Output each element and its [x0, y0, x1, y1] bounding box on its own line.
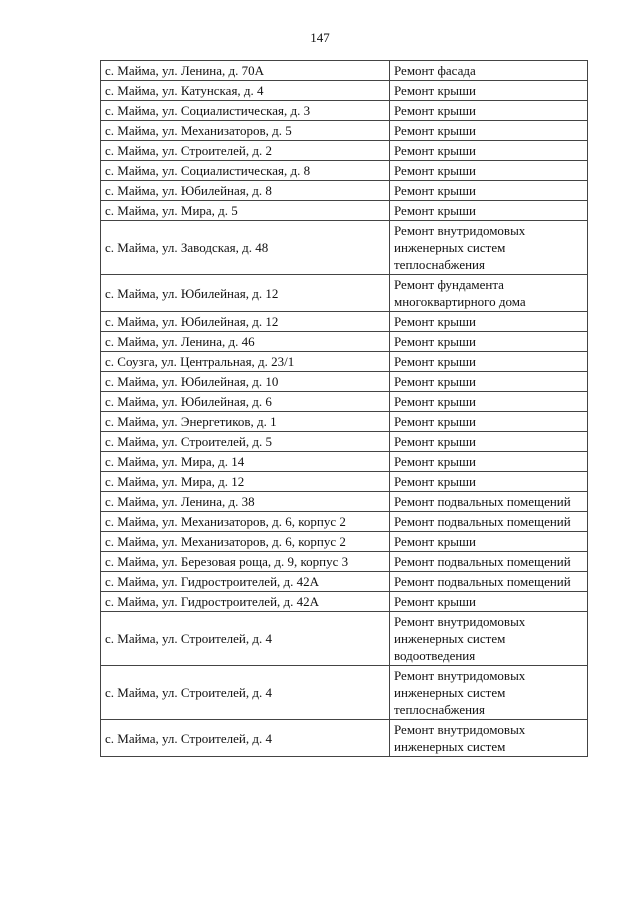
table-row [101, 412, 588, 432]
work-type-cell: Ремонт подвальных помещений [390, 492, 588, 512]
work-type-cell: Ремонт крыши [390, 392, 588, 412]
table-row [101, 572, 588, 592]
work-type-cell: Ремонт подвальных помещений [390, 512, 588, 532]
address-cell: с. Майма, ул. Юбилейная, д. 12 [101, 312, 390, 332]
work-type-cell: Ремонт внутридомовых инженерных систем [390, 720, 588, 757]
address-cell: с. Майма, ул. Мира, д. 5 [101, 201, 390, 221]
table-row [101, 221, 588, 275]
work-type-cell: Ремонт крыши [390, 592, 588, 612]
table-row [101, 121, 588, 141]
address-cell: с. Майма, ул. Ленина, д. 46 [101, 332, 390, 352]
table-row [101, 61, 588, 81]
table-row [101, 101, 588, 121]
table-row [101, 201, 588, 221]
table-row [101, 181, 588, 201]
table-row [101, 552, 588, 572]
table-row [101, 720, 588, 757]
address-cell: с. Майма, ул. Юбилейная, д. 8 [101, 181, 390, 201]
work-type-cell: Ремонт подвальных помещений [390, 552, 588, 572]
address-cell: с. Майма, ул. Строителей, д. 2 [101, 141, 390, 161]
address-cell: с. Майма, ул. Ленина, д. 70А [101, 61, 390, 81]
address-cell: с. Майма, ул. Механизаторов, д. 5 [101, 121, 390, 141]
work-type-cell: Ремонт подвальных помещений [390, 572, 588, 592]
work-type-cell: Ремонт крыши [390, 452, 588, 472]
work-type-cell: Ремонт крыши [390, 472, 588, 492]
address-cell: с. Майма, ул. Механизаторов, д. 6, корпус 2 [101, 512, 390, 532]
work-type-cell: Ремонт крыши [390, 532, 588, 552]
table-row [101, 275, 588, 312]
address-cell: с. Майма, ул. Катунская, д. 4 [101, 81, 390, 101]
work-type-cell: Ремонт крыши [390, 372, 588, 392]
address-cell: с. Майма, ул. Мира, д. 12 [101, 472, 390, 492]
work-type-cell: Ремонт крыши [390, 201, 588, 221]
work-type-cell: Ремонт крыши [390, 161, 588, 181]
address-cell: с. Майма, ул. Механизаторов, д. 6, корпус 2 [101, 532, 390, 552]
works-table [100, 60, 588, 757]
table-row [101, 312, 588, 332]
work-type-cell: Ремонт внутридомовых инженерных систем теплоснабжения [390, 221, 588, 275]
address-cell: с. Майма, ул. Заводская, д. 48 [101, 221, 390, 275]
work-type-cell: Ремонт крыши [390, 352, 588, 372]
work-type-cell: Ремонт крыши [390, 181, 588, 201]
address-cell: с. Майма, ул. Юбилейная, д. 10 [101, 372, 390, 392]
table-row [101, 592, 588, 612]
work-type-cell: Ремонт крыши [390, 121, 588, 141]
address-cell: с. Майма, ул. Ленина, д. 38 [101, 492, 390, 512]
address-cell: с. Майма, ул. Строителей, д. 4 [101, 612, 390, 666]
table-row [101, 141, 588, 161]
table-row [101, 432, 588, 452]
address-cell: с. Майма, ул. Березовая роща, д. 9, корпус 3 [101, 552, 390, 572]
table-row [101, 161, 588, 181]
table-row [101, 452, 588, 472]
table-row [101, 492, 588, 512]
work-type-cell: Ремонт крыши [390, 312, 588, 332]
address-cell: с. Майма, ул. Юбилейная, д. 6 [101, 392, 390, 412]
table-row [101, 472, 588, 492]
table-row [101, 666, 588, 720]
table-row [101, 352, 588, 372]
table-row [101, 512, 588, 532]
work-type-cell: Ремонт крыши [390, 101, 588, 121]
work-type-cell: Ремонт фасада [390, 61, 588, 81]
table-row [101, 532, 588, 552]
address-cell: с. Майма, ул. Гидростроителей, д. 42А [101, 592, 390, 612]
table-row [101, 392, 588, 412]
address-cell: с. Майма, ул. Социалистическая, д. 8 [101, 161, 390, 181]
address-cell: с. Майма, ул. Строителей, д. 4 [101, 666, 390, 720]
work-type-cell: Ремонт внутридомовых инженерных систем теплоснабжения [390, 666, 588, 720]
work-type-cell: Ремонт крыши [390, 412, 588, 432]
work-type-cell: Ремонт внутридомовых инженерных систем водоотведения [390, 612, 588, 666]
work-type-cell: Ремонт фундамента многоквартирного дома [390, 275, 588, 312]
table-row [101, 81, 588, 101]
address-cell: с. Майма, ул. Энергетиков, д. 1 [101, 412, 390, 432]
work-type-cell: Ремонт крыши [390, 141, 588, 161]
table-row [101, 612, 588, 666]
address-cell: с. Майма, ул. Социалистическая, д. 3 [101, 101, 390, 121]
table-row [101, 332, 588, 352]
page-number: 147 [310, 30, 330, 45]
address-cell: с. Майма, ул. Юбилейная, д. 12 [101, 275, 390, 312]
works-table-body [101, 61, 588, 757]
table-row [101, 372, 588, 392]
address-cell: с. Майма, ул. Строителей, д. 5 [101, 432, 390, 452]
work-type-cell: Ремонт крыши [390, 332, 588, 352]
work-type-cell: Ремонт крыши [390, 432, 588, 452]
address-cell: с. Майма, ул. Строителей, д. 4 [101, 720, 390, 757]
work-type-cell: Ремонт крыши [390, 81, 588, 101]
address-cell: с. Соузга, ул. Центральная, д. 23/1 [101, 352, 390, 372]
address-cell: с. Майма, ул. Гидростроителей, д. 42А [101, 572, 390, 592]
address-cell: с. Майма, ул. Мира, д. 14 [101, 452, 390, 472]
